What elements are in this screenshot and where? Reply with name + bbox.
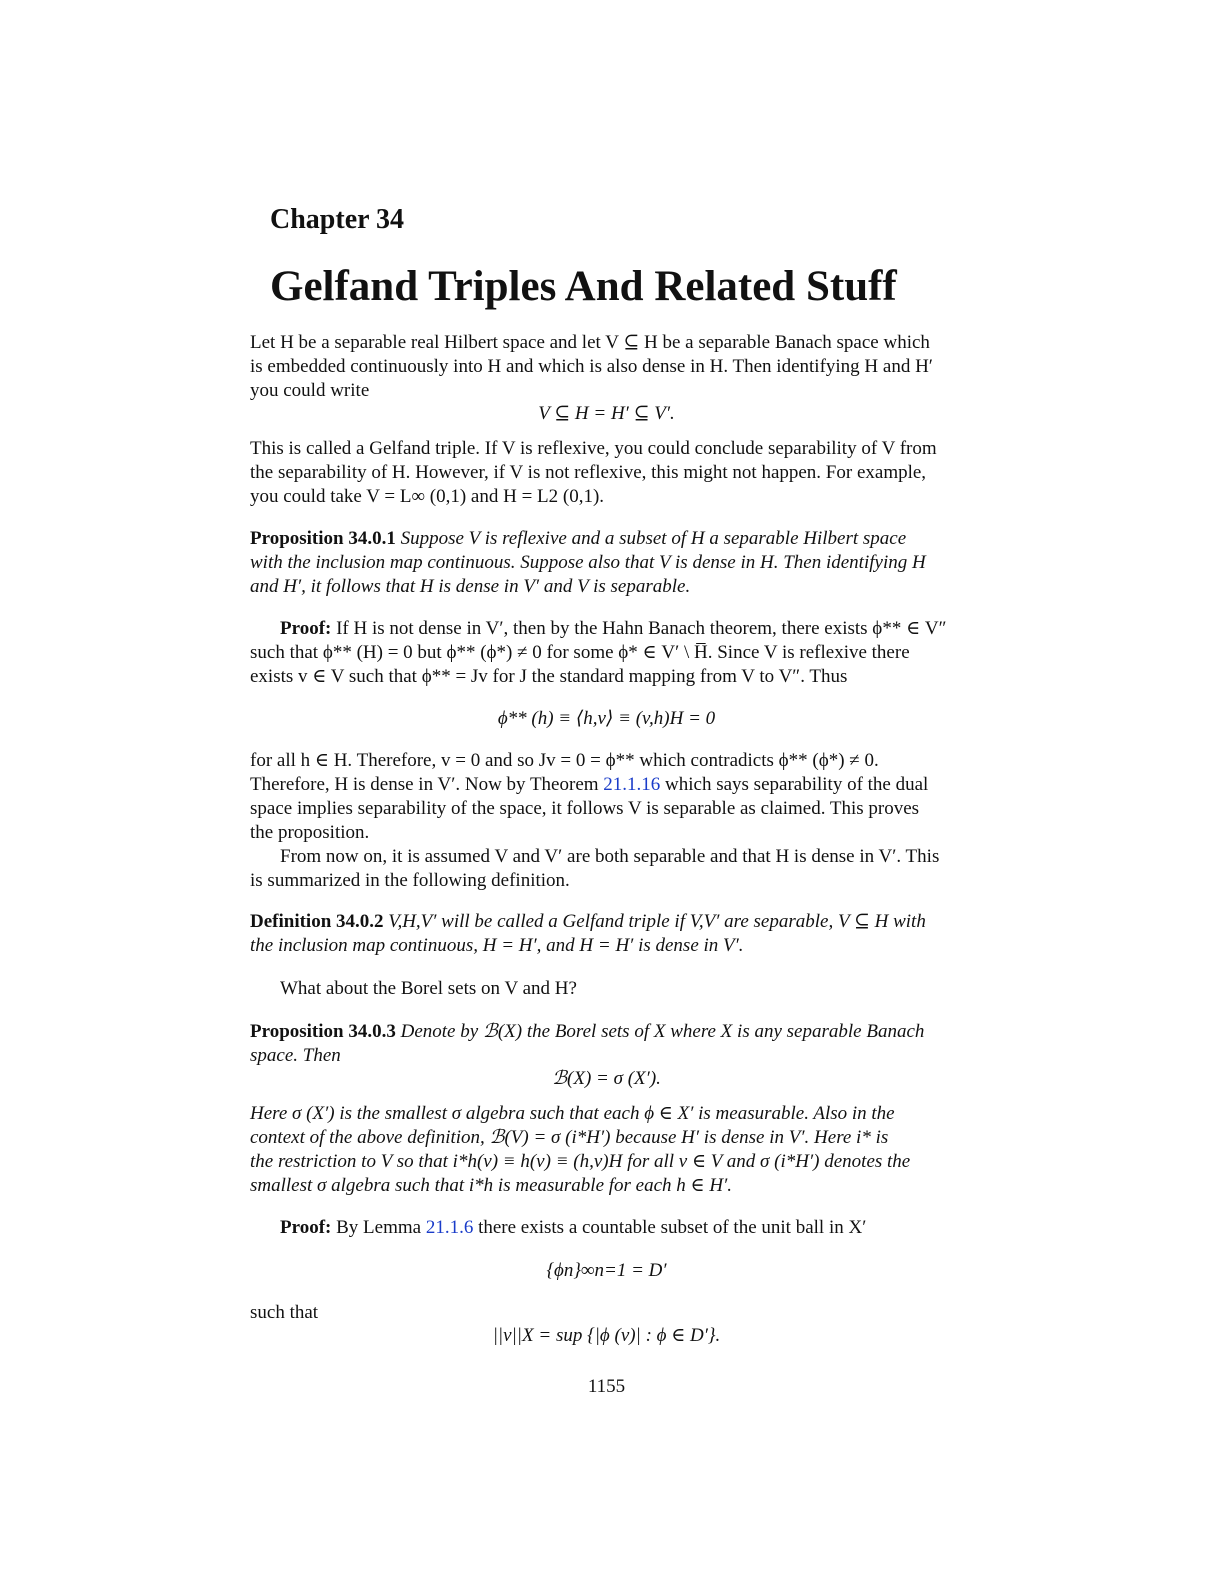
text-line: Denote by ℬ(X) the Borel sets of X where X is any separable Banach (400, 1021, 925, 1042)
equation-gelfand-triple: V ⊆ H = H′ ⊆ V′. (538, 403, 675, 424)
equation-borel: ℬ(X) = σ (X′). (552, 1068, 661, 1089)
page-number: 1155 (587, 1376, 626, 1397)
text-line: space implies separability of the space, it follows V is separable as claimed. This proves (250, 798, 920, 819)
borel-question: What about the Borel sets on V and H? (280, 978, 577, 999)
text-line: the inclusion map continuous, H = H′, and H = H′ is dense in V′. (250, 935, 744, 956)
definition-34-0-2 (250, 910, 963, 958)
text-line: and H′, it follows that H is dense in V′ and V is separable. (250, 576, 691, 597)
text-line: exists v ∈ V such that ϕ** = Jv for J the standard mapping from V to V″. Thus (250, 666, 848, 687)
paragraph-gelfand-triple (250, 437, 963, 509)
text-line: for all h ∈ H. Therefore, v = 0 and so Jv = 0 = ϕ** which contradicts ϕ** (ϕ*) ≠ 0. (250, 750, 879, 771)
chapter-title: Gelfand Triples And Related Stuff (270, 263, 897, 310)
proposition-34-0-1 (250, 527, 963, 599)
proof-label: Proof: (280, 1217, 332, 1238)
text-line: Suppose V is reflexive and a subset of H a separable Hilbert space (400, 528, 907, 549)
equation-dense-set: {ϕn}∞n=1 = D′ (546, 1260, 667, 1281)
text-line: context of the above definition, ℬ(V) = σ (i*H′) because H′ is dense in V′. Here i* is (250, 1127, 889, 1148)
proof-label: Proof: (280, 618, 332, 639)
text-line: there exists a countable subset of the unit ball in X′ (478, 1217, 867, 1238)
proposition-label: Proposition 34.0.3 (250, 1021, 396, 1042)
proof-34-0-1 (250, 617, 963, 689)
proof-34-0-3 (250, 1216, 963, 1240)
text-line: you could write (250, 380, 370, 401)
text-line: which says separability of the dual (665, 774, 929, 795)
text-line: the separability of H. However, if V is not reflexive, this might not happen. For example, (250, 462, 927, 483)
proposition-34-0-3-continued (250, 1102, 963, 1198)
text-line: By Lemma (336, 1217, 422, 1238)
text-line: Here σ (X′) is the smallest σ algebra such that each ϕ ∈ X′ is measurable. Also in the (250, 1103, 895, 1124)
text-line: such that (250, 1302, 319, 1323)
equation-norm: ||v||X = sup {|ϕ (v)| : ϕ ∈ D′}. (492, 1325, 721, 1346)
equation-phi-h: ϕ** (h) ≡ ⟨h,v⟩ ≡ (v,h)H = 0 (497, 708, 716, 729)
text-line: This is called a Gelfand triple. If V is reflexive, you could conclude separability of V from (250, 438, 937, 459)
text-line: is summarized in the following definition. (250, 870, 570, 891)
text-line: is embedded continuously into H and which is also dense in H. Then identifying H and H′ (250, 356, 933, 377)
text-line: with the inclusion map continuous. Suppose also that V is dense in H. Then identifying H (250, 552, 926, 573)
proposition-label: Proposition 34.0.1 (250, 528, 396, 549)
text-line: Therefore, H is dense in V′. Now by Theorem (250, 774, 599, 795)
definition-label: Definition 34.0.2 (250, 911, 384, 932)
lemma-reference-link[interactable]: 21.1.6 (425, 1217, 474, 1238)
text-line: such that ϕ** (H) = 0 but ϕ** (ϕ*) ≠ 0 for some ϕ* ∈ V′ \ H̅. Since V is reflexive there (250, 642, 910, 663)
intro-paragraph (250, 331, 963, 403)
text-line: the restriction to V so that i*h(v) ≡ h(v) ≡ (h,v)H for all v ∈ V and σ (i*H′) denotes the (250, 1151, 911, 1172)
text-line: If H is not dense in V′, then by the Hahn Banach theorem, there exists ϕ** ∈ V″ (336, 618, 947, 639)
text-line: smallest σ algebra such that i*h is measurable for each h ∈ H′. (250, 1175, 732, 1196)
text-line: Let H be a separable real Hilbert space and let V ⊆ H be a separable Banach space which (250, 332, 930, 353)
text-line: the proposition. (250, 822, 370, 843)
text-line: From now on, it is assumed V and V′ are both separable and that H is dense in V′. This (280, 846, 940, 867)
proposition-34-0-3 (250, 1020, 963, 1068)
proof-continuation (250, 749, 963, 893)
text-line: you could take V = L∞ (0,1) and H = L2 (0,1). (250, 486, 605, 507)
text-line: V,H,V′ will be called a Gelfand triple if V,V′ are separable, V ⊆ H with (388, 911, 926, 932)
theorem-reference-link[interactable]: 21.1.16 (603, 774, 661, 795)
chapter-label: Chapter 34 (270, 204, 405, 235)
text-line: space. Then (250, 1045, 341, 1066)
